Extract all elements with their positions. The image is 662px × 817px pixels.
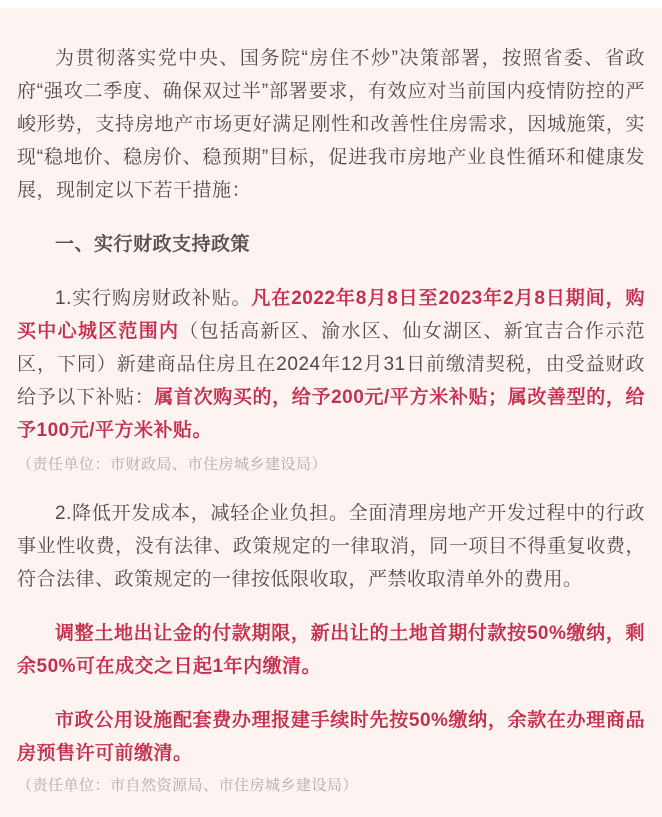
item-2-responsible-unit-note: （责任单位：市自然资源局、市住房城乡建设局） xyxy=(17,777,359,794)
item-1-lead: 1.实行购房财政补贴。 xyxy=(55,288,252,309)
section-1-heading: 一、实行财政支持政策 xyxy=(55,234,251,255)
item-1-subsidy-highlight: 属首次购买的，给予200元/平方米补贴；属改善型的，给予100元/平方米补贴。 xyxy=(17,387,645,441)
policy-item-1 xyxy=(17,282,645,447)
item-2-municipal-fee-highlight: 市政公用设施配套费办理报建手续时先按50%缴纳，余款在办理商品房预售许可前缴清。 xyxy=(17,710,645,764)
top-white-strip xyxy=(0,0,662,8)
item-1-body: （包括高新区、渝水区、仙女湖区、新宜吉合作示范区，下同）新建商品住房且在2024年12月31日前缴清契税，由受益财政给予以下补贴： xyxy=(17,321,645,408)
item-1-purchase-period-highlight: 凡在2022年8月8日至2023年2月8日期间，购买中心城区范围内 xyxy=(17,288,645,342)
notice-content xyxy=(0,8,662,817)
intro-paragraph: 为贯彻落实党中央、国务院“房住不炒”决策部署，按照省委、省政府“强攻二季度、确保双过半”部署要求，有效应对当前国内疫情防控的严峻形势，支持房地产市场更好满足刚性和改善性住房需求，因城施策，实现“稳地价、稳房价、稳预期”目标，促进我市房地产业良性循环和健康发展，现制定以下若干措施： xyxy=(17,48,645,201)
item-2-land-payment-highlight: 调整土地出让金的付款期限，新出让的土地首期付款按50%缴纳，剩余50%可在成交之日起1年内缴清。 xyxy=(17,623,645,677)
policy-item-2: 2.降低开发成本，减轻企业负担。全面清理房地产开发过程中的行政事业性收费，没有法律、政策规定的一律取消，同一项目不得重复收费，符合法律、政策规定的一律按低限收取，严禁收取清单外的费用。 xyxy=(17,503,645,590)
item-1-responsible-unit-note: （责任单位：市财政局、市住房城乡建设局） xyxy=(17,456,328,473)
